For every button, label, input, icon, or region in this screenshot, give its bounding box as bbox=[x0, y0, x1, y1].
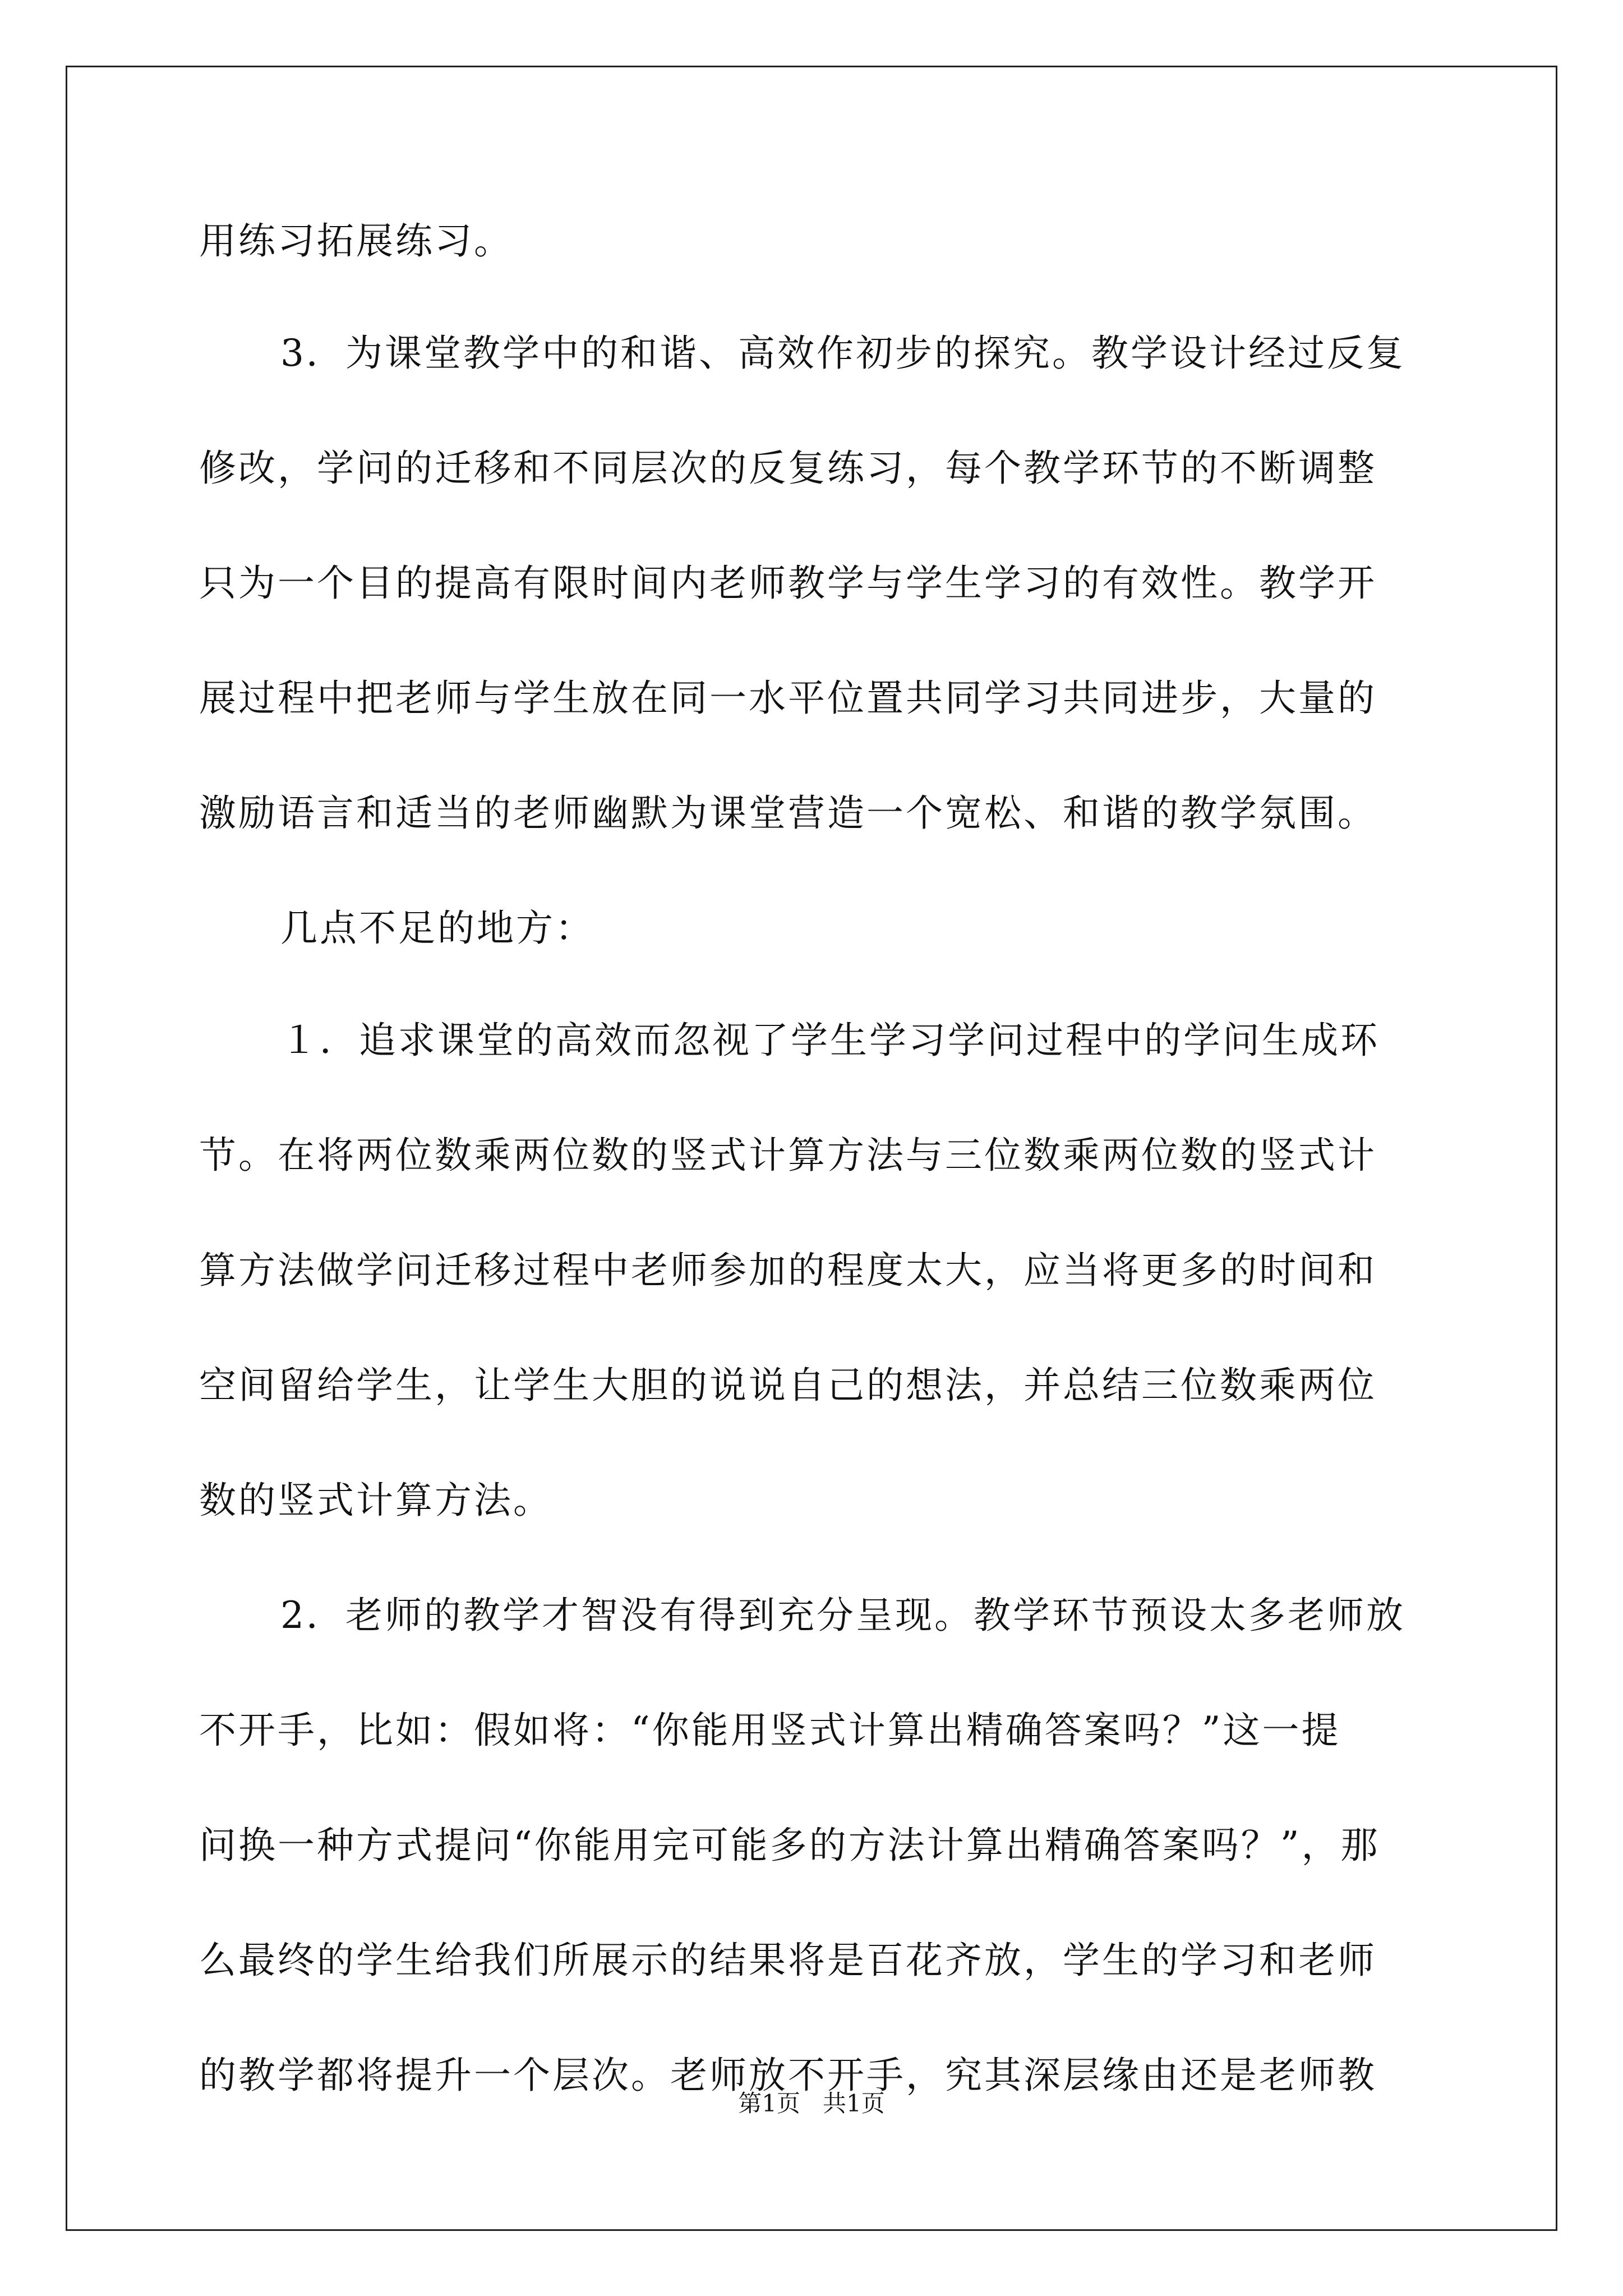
text-line: 空间留给学生，让学生大胆的说说自己的想法，并总结三位数乘两位 bbox=[199, 1364, 1377, 1407]
text-line: 2．老师的教学才智没有得到充分呈现。教学环节预设太多老师放 bbox=[280, 1594, 1405, 1637]
text-line: 算方法做学问迁移过程中老师参加的程度太大，应当将更多的时间和 bbox=[199, 1249, 1377, 1292]
page-number-footer: 第1页 共1页 bbox=[738, 2090, 885, 2117]
text-line: 用练习拓展练习。 bbox=[199, 219, 513, 263]
text-line: 修改，学问的迁移和不同层次的反复练习，每个教学环节的不断调整 bbox=[199, 447, 1377, 490]
text-line: 么最终的学生给我们所展示的结果将是百花齐放，学生的学习和老师 bbox=[199, 1939, 1377, 1982]
text-line: 不开手，比如：假如将：“你能用竖式计算出精确答案吗？”这一提 bbox=[199, 1709, 1341, 1752]
text-line: 3．为课堂教学中的和谐、高效作初步的探究。教学设计经过反复 bbox=[280, 332, 1405, 375]
text-line: 只为一个目的提高有限时间内老师教学与学生学习的有效性。教学开 bbox=[199, 562, 1377, 605]
text-line: 展过程中把老师与学生放在同一水平位置共同学习共同进步，大量的 bbox=[199, 677, 1377, 720]
text-line: 几点不足的地方： bbox=[280, 907, 594, 950]
text-line: １．追求课堂的高效而忽视了学生学习学问过程中的学问生成环 bbox=[280, 1019, 1380, 1062]
text-line: 问换一种方式提问“你能用完可能多的方法计算出精确答案吗？”，那 bbox=[199, 1824, 1380, 1867]
text-line: 的教学都将提升一个层次。老师放不开手，究其深层缘由还是老师教 bbox=[199, 2054, 1377, 2097]
text-line: 数的竖式计算方法。 bbox=[199, 1479, 552, 1522]
text-line: 节。在将两位数乘两位数的竖式计算方法与三位数乘两位数的竖式计 bbox=[199, 1134, 1377, 1177]
text-line: 激励语言和适当的老师幽默为课堂营造一个宽松、和谐的教学氛围。 bbox=[199, 792, 1377, 835]
